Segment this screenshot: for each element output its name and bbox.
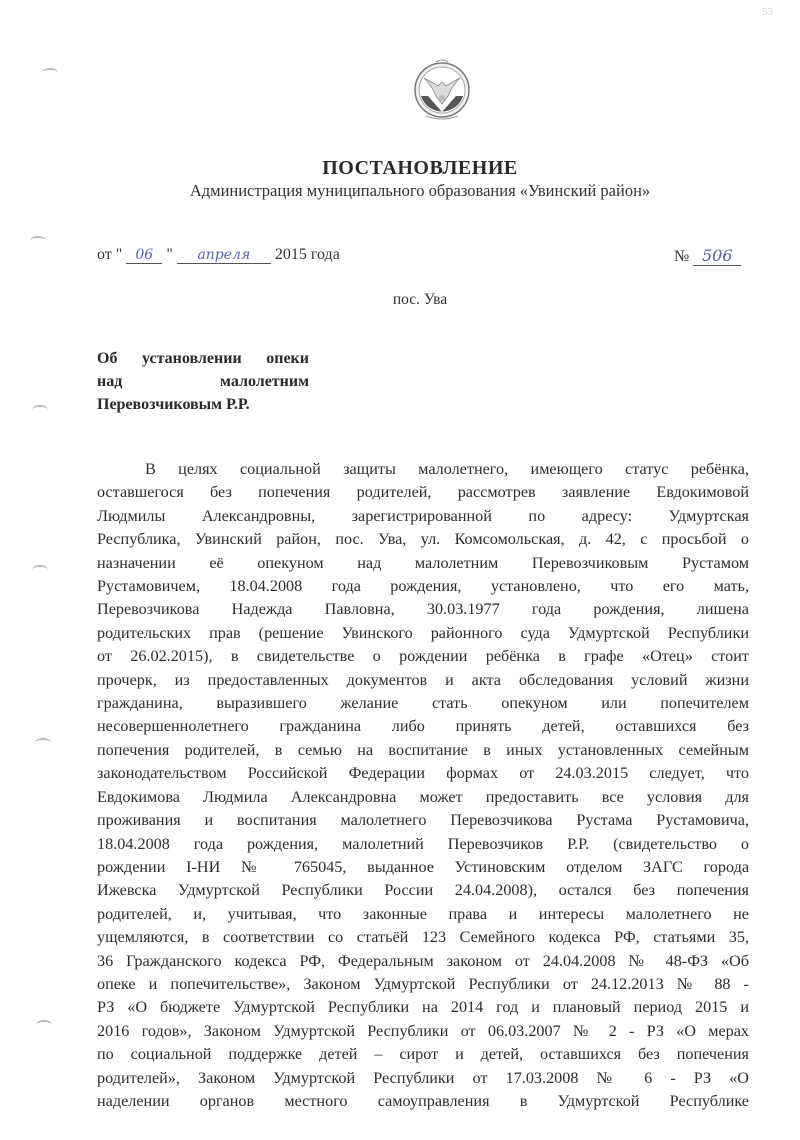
number-value-handwritten: 506 (693, 246, 741, 266)
document-number (674, 246, 741, 266)
punch-hole-mark (30, 236, 46, 245)
body-line: Ижевска Удмуртской Республики России 24.04.2008), остался без попечения (97, 881, 749, 900)
date-year: 2015 года (274, 246, 340, 263)
body-line: ущемляются, в соответствии со статьёй 123 Семейного кодекса РФ, статьями 35, (97, 928, 749, 947)
document-body (97, 458, 749, 1113)
body-line: попечения родителей, в семью на воспитание в иных установленных семейным (97, 740, 749, 759)
body-line: опеке и попечительстве», Законом Удмуртской Республики от 24.12.2013 № 88 - (97, 974, 749, 993)
body-line: Людмилы Александровны, зарегистрированной по адресу: Удмуртская (97, 506, 749, 525)
body-line: В целях социальной защиты малолетнего, имеющего статус ребёнка, (145, 460, 749, 478)
body-line: от 26.02.2015), в свидетельстве о рождении ребёнка в графе «Отец» стоит (97, 647, 749, 666)
body-line: несовершеннолетнего гражданина либо принять детей, оставшихся без (97, 717, 749, 736)
page-number: 53 (762, 6, 773, 18)
document-date (97, 246, 340, 264)
body-line: 2016 годов», Законом Удмуртской Республики от 06.03.2007 № 2 - РЗ «О мерах (97, 1021, 749, 1040)
punch-hole-mark (36, 1020, 52, 1029)
body-line: гражданина, выразившего желание стать опекуном или попечителем (97, 694, 749, 713)
body-line: рождении I-НИ № 765045, выданное Устиновским отделом ЗАГС города (97, 857, 749, 876)
body-line: 36 Гражданского кодекса РФ, Федеральным законом от 24.04.2008 № 48-ФЗ «Об (97, 951, 749, 970)
body-line: законодательством Российской Федерации формах от 24.03.2015 следует, что (97, 764, 749, 783)
body-line: 18.04.2008 года рождения, малолетний Перевозчиков Р.Р. (свидетельство о (97, 834, 749, 853)
body-line: родительских прав (решение Увинского районного суда Удмуртской Республики (97, 623, 749, 642)
document-title: ПОСТАНОВЛЕНИЕ (322, 157, 518, 179)
date-quote: " (166, 246, 173, 263)
body-line: Евдокимова Людмила Александровна может предоставить все условия для (97, 787, 749, 806)
body-line: прочерк, из предоставленных документов и акта обследования условий жизни (97, 670, 749, 689)
date-prefix: от " (97, 246, 123, 263)
number-label: № (674, 248, 690, 265)
punch-hole-mark (42, 68, 58, 77)
punch-hole-mark (32, 565, 48, 574)
body-line: Перевозчикова Надежда Павловна, 30.03.1977 года рождения, лишена (97, 600, 749, 619)
document-place: пос. Ува (392, 291, 448, 308)
body-line: проживания и воспитания малолетнего Перевозчикова Рустама Рустамовича, (97, 811, 749, 830)
date-month-handwritten: апреля (177, 247, 271, 264)
issuing-authority: Администрация муниципального образования «Увинский район» (189, 181, 651, 200)
body-line: РЗ «О бюджете Удмуртской Республики на 2014 год и плановый период 2015 и (97, 998, 749, 1017)
body-line: назначении её опекуном над малолетним Перевозчиковым Рустамом (97, 553, 749, 572)
body-line: наделении органов местного самоуправления в Удмуртской Республике (97, 1091, 749, 1110)
subject-line: над малолетним (97, 373, 309, 390)
subject-line: Перевозчиковым Р.Р. (97, 396, 250, 413)
body-line: родителей», Законом Удмуртской Республики от 17.03.2008 № 6 - РЗ «О (97, 1068, 749, 1087)
date-day-handwritten: 06 (126, 247, 162, 264)
body-line: Республика, Увинский район, пос. Ува, ул. Комсомольская, д. 42, с просьбой о (97, 530, 749, 549)
document-subject (97, 347, 309, 416)
body-line: оставшегося без попечения родителей, рассмотрев заявление Евдокимовой (97, 483, 749, 502)
punch-hole-mark (32, 405, 48, 414)
subject-line: Об установлении опеки (97, 350, 309, 367)
coat-of-arms-emblem-icon (412, 56, 472, 122)
body-line: Рустамовичем, 18.04.2008 года рождения, установлено, что его мать, (97, 577, 749, 596)
body-line: по социальной поддержке детей – сирот и детей, оставшихся без попечения (97, 1045, 749, 1064)
punch-hole-mark (35, 738, 51, 747)
body-line: родителей, и, учитывая, что законные права и интересы малолетнего не (97, 904, 749, 923)
